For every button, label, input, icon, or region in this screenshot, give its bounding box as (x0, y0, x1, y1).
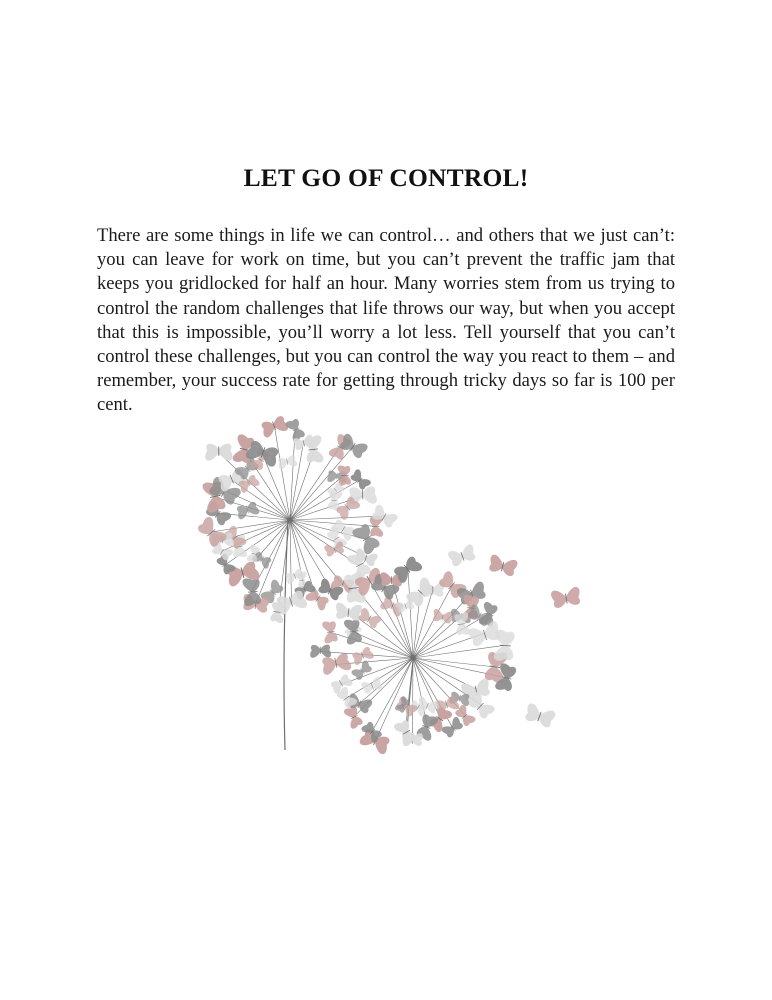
dandelion-spoke (413, 658, 497, 667)
butterfly-wing (501, 557, 519, 577)
butterfly-wing (537, 707, 557, 729)
dandelion-spoke (413, 658, 441, 720)
butterfly-icon (260, 415, 289, 438)
butterfly-icon (447, 543, 477, 567)
dandelion-center (411, 656, 416, 661)
page-title: LET GO OF CONTROL! (243, 163, 529, 192)
butterfly-wing (357, 697, 373, 715)
butterfly-icon (235, 501, 260, 520)
butterfly-icon (432, 609, 453, 624)
butterfly-wing (320, 655, 338, 675)
butterfly-wing (447, 548, 465, 568)
butterfly-icon (494, 629, 515, 661)
butterfly-wing (348, 715, 364, 730)
butterfly-wing (322, 620, 337, 633)
butterfly-icon (304, 435, 324, 464)
butterfly-wing (219, 444, 233, 461)
butterfly-icon (335, 602, 363, 621)
butterfly-wing (320, 645, 331, 658)
butterfly-wing (242, 577, 260, 592)
dandelion-spoke (275, 427, 290, 520)
butterfly-icon (523, 702, 556, 728)
butterfly-body (308, 449, 317, 450)
dandelion-spoke (408, 570, 413, 658)
dandelion-center (288, 518, 293, 523)
butterfly-icon (310, 645, 331, 658)
butterfly-wing (246, 501, 260, 517)
butterfly-wing (235, 504, 249, 520)
butterfly-wing (286, 455, 297, 468)
butterfly-wing (327, 470, 337, 482)
butterfly-wing (362, 486, 377, 504)
butterfly-wing (310, 645, 321, 658)
butterfly-icon (441, 716, 465, 739)
butterfly-wing (360, 646, 375, 662)
dandelion-butterfly-illustration (170, 415, 610, 765)
butterfly-wing (205, 444, 219, 461)
body-paragraph: There are some things in life we can control… and others that we just can’t: you can leave for work on time, but you can’t prevent the traffic jam that keeps you gridlocked for half an hour. Many worries stem from us trying to control the random challenges that life throws our way, but when you accept that this is impossible, you’ll worry a lot less. Tell yourself that you can’t control these challenges, but you can control the way you react to them – and remember, your success rate for getting through tricky days so far is 100 per cent. (97, 225, 675, 416)
butterfly-wing (550, 589, 567, 609)
butterfly-wing (487, 554, 505, 574)
butterfly-wing (323, 631, 338, 644)
dandelion-spoke (290, 520, 291, 603)
butterfly-wing (370, 526, 383, 537)
butterfly-icon (361, 676, 384, 694)
butterfly-wing (205, 495, 227, 514)
butterfly-body (348, 608, 349, 617)
butterfly-cluster (196, 415, 582, 755)
butterfly-wing (467, 625, 487, 648)
butterfly-wing (324, 543, 336, 557)
butterfly-body (248, 591, 257, 592)
butterfly-wing (455, 623, 470, 636)
dandelion-stem (284, 520, 288, 750)
butterfly-wing (495, 629, 515, 646)
butterfly-icon (205, 444, 233, 461)
butterfly-wing (335, 602, 350, 619)
butterfly-wing (306, 448, 324, 463)
butterfly-icon (277, 455, 298, 470)
butterfly-wing (494, 645, 514, 662)
butterfly-icon (550, 586, 581, 608)
butterfly-icon (487, 554, 518, 577)
butterfly-wing (334, 652, 352, 672)
butterfly-icon (322, 620, 338, 644)
butterfly-wing (380, 572, 392, 586)
butterfly-icon (242, 577, 261, 606)
